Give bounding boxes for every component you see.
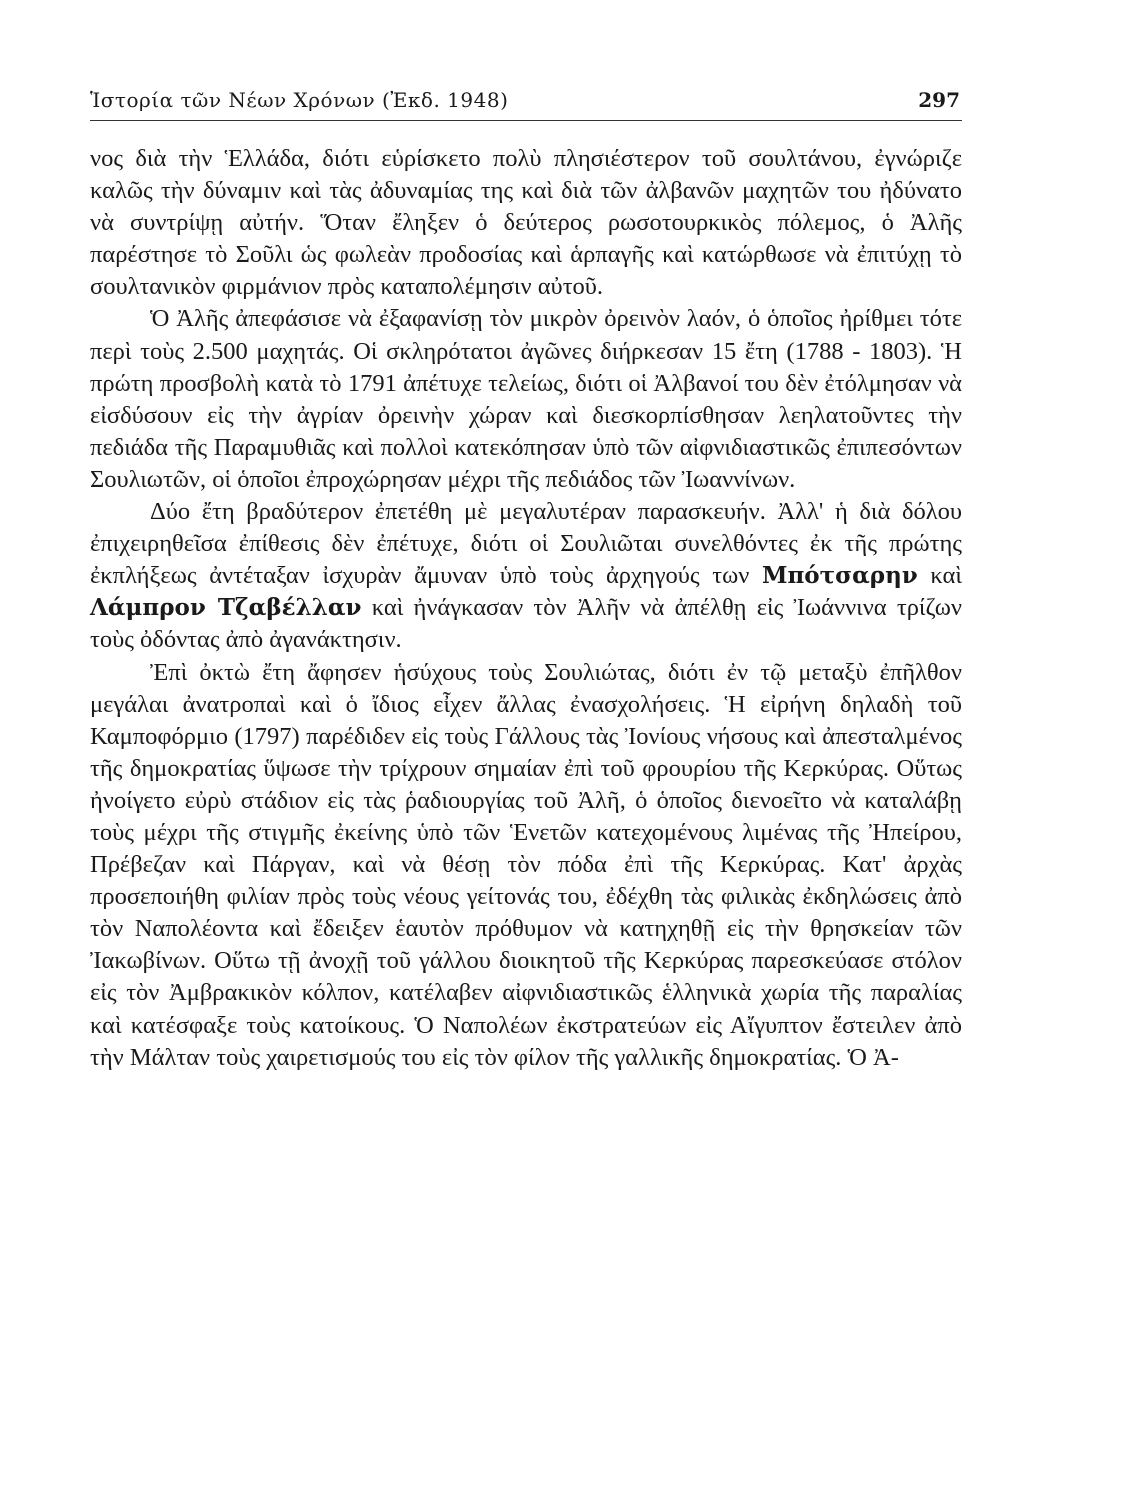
book-page (90, 80, 962, 1420)
paragraph-2: Ὁ Ἀλῆς ἀπεφάσισε νὰ ἐξαφανίσῃ τὸν μικρὸν ὀρεινὸν λαόν, ὁ ὁποῖος ἠρίθμει τότε περὶ τοὺς 2.500 μαχητάς. Οἱ σκληρότατοι ἀγῶνες διήρκεσαν 15 ἔτη (1788 - 1803). Ἡ πρώτη προσβολὴ κατὰ τὸ 1791 ἀπέτυχε τελείως, διότι οἱ Ἀλβανοί του δὲν ἐτόλμησαν νὰ εἰσδύσουν εἰς τὴν ἀγρίαν ὀρεινὴν χώραν καὶ διεσκορπίσθησαν λεηλατοῦντες τὴν πεδιάδα τῆς Παραμυθιᾶς καὶ πολλοὶ κατεκόπησαν ὑπὸ τῶν αἰφνιδιαστικῶς ἐπιπεσόντων Σουλιωτῶν, οἱ ὁποῖοι ἐπροχώρησαν μέχρι τῆς πεδιάδος τῶν Ἰωαννίνων. (90, 305, 962, 493)
paragraph-1: νος διὰ τὴν Ἑλλάδα, διότι εὑρίσκετο πολὺ πλησιέστερον τοῦ σουλτάνου, ἐγνώριζε καλῶς τὴν δύναμιν καὶ τὰς ἀδυναμίας της καὶ διὰ τῶν ἀλβανῶν μαχητῶν του ἠδύνατο νὰ συντρίψῃ αὐτήν. Ὅταν ἔληξεν ὁ δεύτερος ρωσοτουρκικὸς πόλεμος, ὁ Ἀλῆς παρέστησε τὸ Σοῦλι ὡς φωλεὰν προδοσίας καὶ ἁρπαγῆς καὶ κατώρθωσε νὰ ἐπιτύχῃ τὸ σουλτανικὸν φιρμάνιον πρὸς καταπολέμησιν αὐτοῦ. (90, 145, 962, 301)
body-text (90, 143, 962, 1074)
paragraph-3 (90, 496, 962, 656)
page-number: 297 (918, 88, 960, 112)
paragraph-3-part-a: Δύο ἔτη βραδύτερον ἐπετέθη μὲ μεγαλυτέραν παρασκευήν. Ἀλλ' ἡ διὰ δόλου ἐπιχειρηθεῖσα ἐπίθεσις δὲν ἐπέτυχε, διότι οἱ Σουλιῶται συνελθόντες ἐκ τῆς πρώτης ἐκπλήξεως ἀντέταξαν ἰσχυρὰν ἄμυναν ὑπὸ τοὺς ἀρχηγούς των (90, 498, 962, 590)
running-header (90, 80, 962, 121)
paragraph-3-part-c: καὶ ἠνάγκασαν τὸν Ἀλῆν νὰ ἀπέλθῃ εἰς Ἰωάννινα τρίζων τοὺς ὀδόντας ἀπὸ ἀγανάκτησιν. (90, 594, 962, 654)
paragraph-3-part-b: καὶ (917, 562, 962, 590)
name-tzavellas: Λάμπρον Τζαβέλλαν (90, 594, 362, 622)
paragraph-4: Ἐπὶ ὀκτὼ ἔτη ἄφησεν ἡσύχους τοὺς Σουλιώτας, διότι ἐν τῷ μεταξὺ ἐπῆλθον μεγάλαι ἀνατροπαὶ καὶ ὁ ἴδιος εἶχεν ἄλλας ἐνασχολήσεις. Ἡ εἰρήνη δηλαδὴ τοῦ Καμποφόρμιο (1797) παρέδιδεν εἰς τοὺς Γάλλους τὰς Ἰονίους νήσους καὶ ἀπεσταλμένος τῆς δημοκρατίας ὕψωσε τὴν τρίχρουν σημαίαν ἐπὶ τοῦ φρουρίου τῆς Κερκύρας. Οὕτως ἠνοίγετο εὐρὺ στάδιον εἰς τὰς ῥαδιουργίας τοῦ Ἀλῆ, ὁ ὁποῖος διενοεῖτο νὰ καταλάβῃ τοὺς μέχρι τῆς στιγμῆς ἐκείνης ὑπὸ τῶν Ἑνετῶν κατεχομένους λιμένας τῆς Ἠπείρου, Πρέβεζαν καὶ Πάργαν, καὶ νὰ θέσῃ τὸν πόδα ἐπὶ τῆς Κερκύρας. Κατ' ἀρχὰς προσεποιήθη φιλίαν πρὸς τοὺς νέους γείτονάς του, ἐδέχθη τὰς φιλικὰς ἐκδηλώσεις ἀπὸ τὸν Ναπολέοντα καὶ ἔδειξεν ἑαυτὸν πρόθυμον νὰ κατηχηθῇ εἰς τὴν θρησκείαν τῶν Ἰακωβίνων. Οὕτω τῇ ἀνοχῇ τοῦ γάλλου διοικητοῦ τῆς Κερκύρας παρεσκεύασε στόλον εἰς τὸν Ἀμβρακικὸν κόλπον, κατέλαβεν αἰφνιδιαστικῶς ἑλληνικὰ χωρία τῆς παραλίας καὶ κατέσφαξε τοὺς κατοίκους. Ὁ Ναπολέων ἐκστρατεύων εἰς Αἴγυπτον ἔστειλεν ἀπὸ τὴν Μάλταν τοὺς χαιρετισμούς του εἰς τὸν φίλον τῆς γαλλικῆς δημοκρατίας. Ὁ Ἀ- (90, 658, 962, 1071)
running-title: Ἱστορία τῶν Νέων Χρόνων (Ἐκδ. 1948) (90, 88, 509, 112)
name-botsaris: Μπότσαρην (762, 562, 918, 590)
